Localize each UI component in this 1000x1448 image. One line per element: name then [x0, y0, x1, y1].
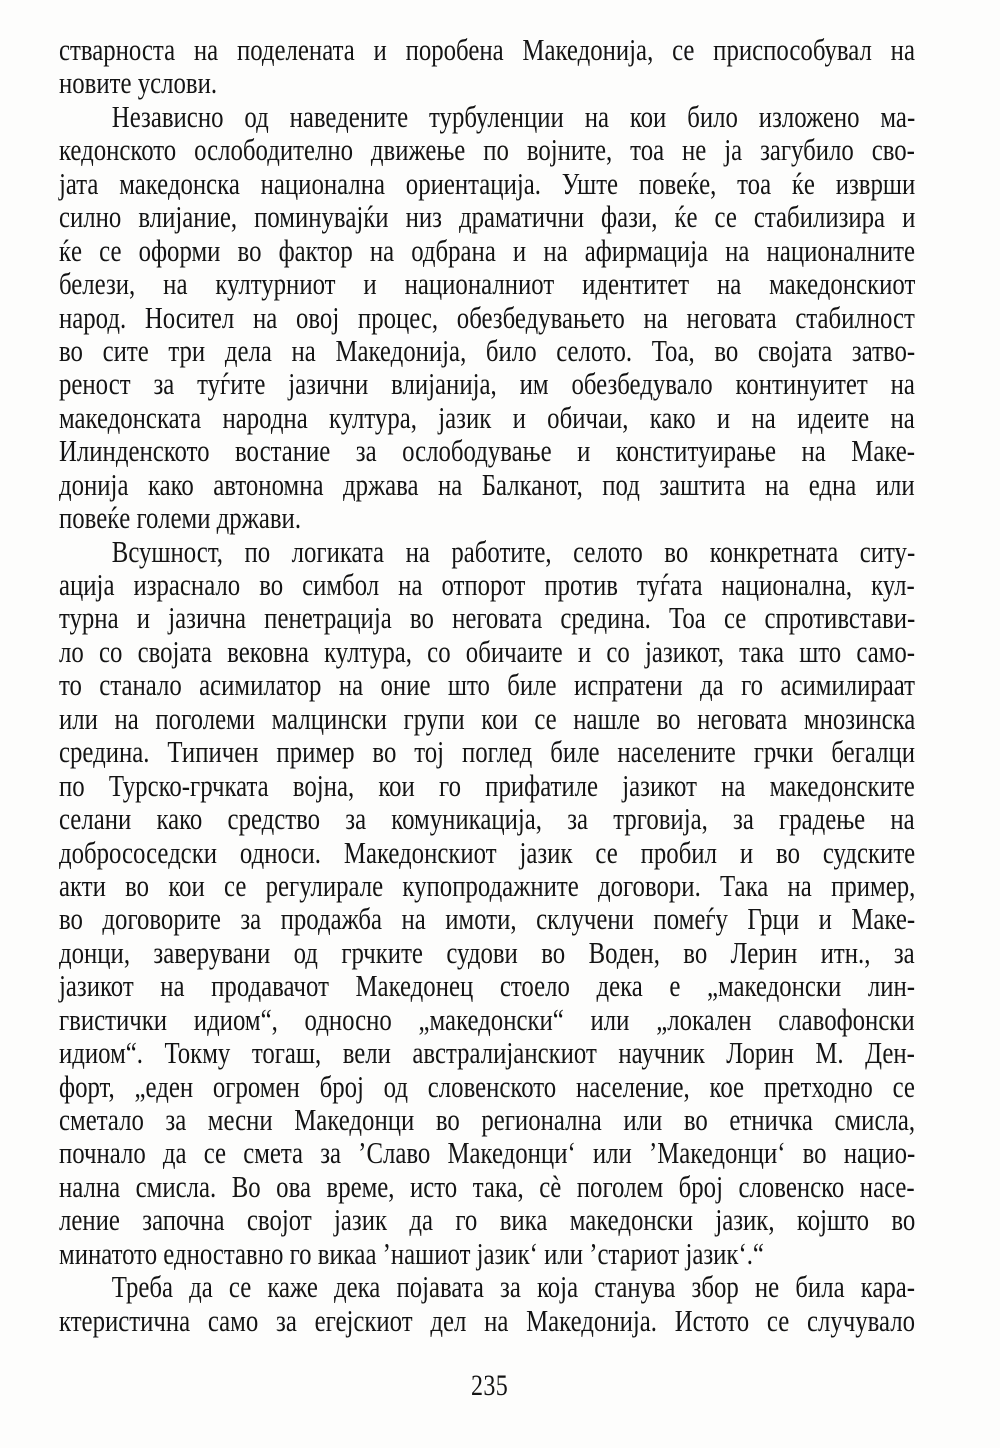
text-line: [59, 802, 915, 835]
text-line-content: Независно од наведените турбуленции на кои било изложено ма-: [111, 98, 916, 134]
text-line: [59, 1003, 915, 1036]
page-body-text: [59, 33, 915, 1337]
text-line: [59, 702, 915, 735]
text-line-content: Илинденското востание за ослободување и конституирање на Маке-: [59, 433, 916, 469]
text-line-content: турна и јазична пенетрација во неговата средина. Тоа се спротивстави-: [59, 600, 916, 636]
text-line: [59, 936, 915, 969]
text-line-content: во сите три дела на Македонија, било селото. Тоа, во својата затво-: [59, 332, 916, 368]
text-line-content: стварноста на поделената и поробена Македонија, се приспособувал на: [59, 32, 915, 67]
text-line-content: минатото едноставно го викаа ’нашиот јазик‘ или ’стариот јазик‘.“: [59, 1235, 764, 1271]
text-line: [59, 1136, 915, 1169]
text-line: [59, 1036, 915, 1069]
text-line-content: Всушност, по логиката на работите, селото во конкретната ситу-: [111, 533, 916, 569]
text-line: [59, 267, 915, 300]
text-line: [59, 100, 915, 133]
text-line-content: акти во кои се регулирале купопродажните договори. Така на пример,: [59, 867, 916, 903]
text-line-content: нална смисла. Во ова време, исто така, сѐ поголем број словенско насе-: [59, 1168, 915, 1204]
text-line-content: то станало асимилатор на оние што биле испратени да го асимилираат: [59, 667, 915, 703]
text-line-content: повеќе големи држави.: [59, 500, 302, 536]
text-line: [59, 234, 915, 267]
text-line-content: добрососедски односи. Македонскиот јазик се пробил и во судските: [59, 834, 916, 870]
text-line: [59, 535, 915, 568]
text-line: [59, 468, 915, 501]
text-line-content: форт, „еден огромен број од словенското население, кое претходно се: [59, 1068, 915, 1104]
text-line-content: во договорите за продажба на имоти, склучени помеѓу Грци и Маке-: [59, 901, 916, 937]
text-line: [59, 334, 915, 367]
text-line: [59, 902, 915, 935]
text-line-content: идиом“. Токму тогаш, вели австралијанскиот научник Лорин М. Ден-: [59, 1035, 915, 1071]
text-line-content: сметало за месни Македонци во регионална или во етничка смисла,: [59, 1102, 916, 1137]
text-line: [59, 301, 915, 334]
text-line-content: донци, заверувани од грчките судови во Воден, во Лерин итн., за: [59, 934, 915, 970]
text-line-content: Треба да се каже дека појавата за која станува збор не била кара-: [111, 1269, 916, 1305]
text-line: [59, 836, 915, 869]
text-line: [59, 969, 915, 1002]
text-line-content: народ. Носител на овој процес, обезбедувањето на неговата стабилност: [59, 299, 915, 335]
text-line: [59, 167, 915, 200]
text-line-content: ло со својата вековна култура, со обичаите и со јазикот, така што само-: [59, 633, 916, 669]
text-line-content: новите услови.: [59, 65, 218, 101]
text-line-content: почнало да се смета за ’Славо Македонци‘ или ’Македонци‘ во нацио-: [59, 1135, 916, 1171]
text-line-content: силно влијание, поминувајќи низ драматични фази, ќе се стабилизира и: [59, 199, 916, 235]
text-line-content: средина. Типичен пример во тој поглед биле населените грчки бегалци: [59, 734, 916, 770]
text-line-content: кедонското ослободително движење по војните, тоа не ја загубило сво-: [59, 132, 915, 168]
text-line: [59, 769, 915, 802]
text-line: [59, 1237, 915, 1270]
page-number: 235: [471, 1369, 509, 1402]
text-line-content: македонската народна култура, јазик и обичаи, како и на идеите на: [59, 399, 915, 435]
text-line: [59, 434, 915, 467]
text-line: [59, 668, 915, 701]
text-line: [59, 401, 915, 434]
text-line-content: ќе се оформи во фактор на одбрана и на афирмација на националните: [59, 232, 916, 268]
text-line-content: реност за туѓите јазични влијанија, им обезбедувало континуитет на: [59, 366, 915, 402]
text-line: [59, 568, 915, 601]
text-line: [59, 1103, 915, 1136]
text-line-content: селани како средство за комуникација, за трговија, за градење на: [59, 801, 915, 837]
text-line: [59, 1203, 915, 1236]
text-line-content: или на поголеми малцински групи кои се нашле во неговата мнозинска: [59, 700, 916, 736]
text-line-content: ление започна својот јазик да го вика македонски јазик, којшто во: [59, 1202, 916, 1238]
text-line: [59, 200, 915, 233]
text-line: [59, 501, 915, 534]
text-line: [59, 1070, 915, 1103]
text-line-content: ктеристична само за егејскиот дел на Македонија. Истото се случувало: [59, 1302, 915, 1338]
text-line: [59, 1270, 915, 1303]
text-line: [59, 367, 915, 400]
text-line: [59, 33, 915, 66]
text-line-content: гвистички идиом“, односно „македонски“ или „локален славофонски: [59, 1001, 915, 1037]
text-line: [59, 869, 915, 902]
text-line: [59, 735, 915, 768]
text-line: [59, 133, 915, 166]
text-line: [59, 635, 915, 668]
text-line-content: донија како автономна држава на Балканот, под заштита на една или: [59, 466, 915, 502]
text-line: [59, 1304, 915, 1337]
text-line-content: јазикот на продавачот Македонец стоело дека е „македонски лин-: [59, 968, 916, 1004]
text-line: [59, 1170, 915, 1203]
text-line-content: белези, на културниот и националниот идентитет на македонскиот: [59, 266, 916, 302]
text-line: [59, 601, 915, 634]
text-line-content: јата македонска национална ориентација. Уште повеќе, тоа ќе изврши: [59, 165, 916, 201]
text-line-content: по Турско-грчката војна, кои го прифатиле јазикот на македонските: [59, 767, 915, 803]
text-line-content: ација израснало во симбол на отпорот против туѓата национална, кул-: [59, 567, 915, 602]
text-line: [59, 66, 915, 99]
